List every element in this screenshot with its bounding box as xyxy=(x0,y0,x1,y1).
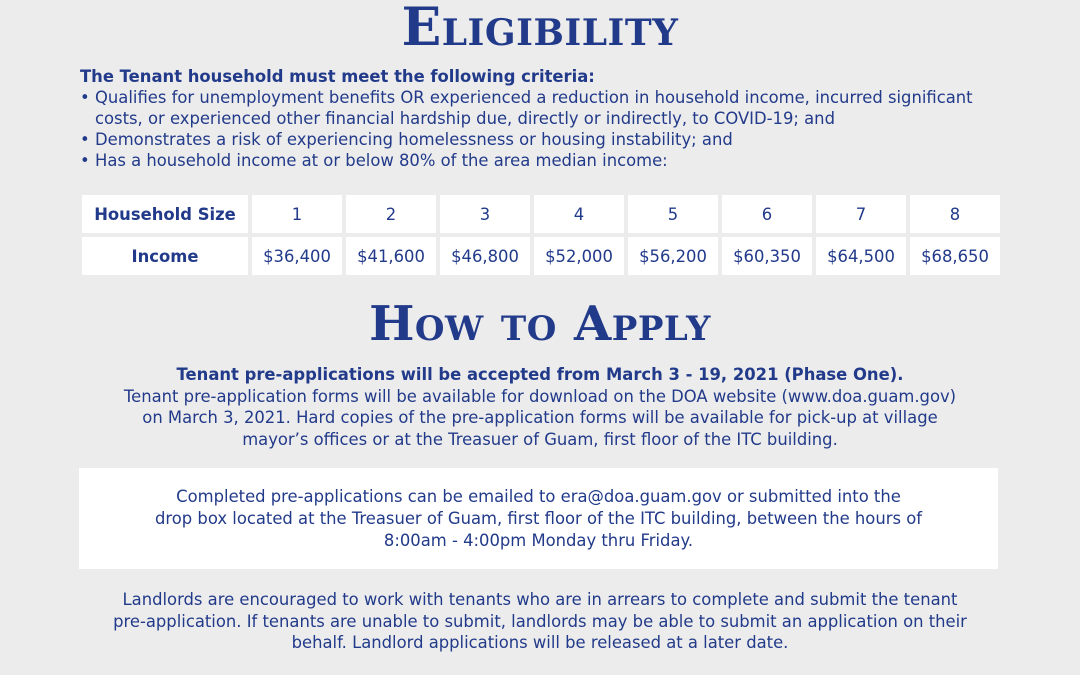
criteria-item-income-limit: • Has a household income at or below 80% of the area median income: xyxy=(80,150,1010,171)
submission-info-line: Completed pre-applications can be emailed to era@doa.guam.gov or submitted into the xyxy=(176,487,901,506)
application-info-line: Tenant pre-application forms will be available for download on the DOA website (www.doa.guam.gov) xyxy=(123,386,957,406)
income-limit-table xyxy=(78,191,1004,279)
household-size-header: Household Size xyxy=(82,195,248,233)
income-cell: $46,800 xyxy=(440,237,530,275)
household-size-cell: 4 xyxy=(534,195,624,233)
income-cell: $68,650 xyxy=(910,237,1000,275)
household-size-cell: 2 xyxy=(346,195,436,233)
income-cell: $60,350 xyxy=(722,237,812,275)
landlord-note-line: pre-application. If tenants are unable to submit, landlords may be able to submit an application on their xyxy=(113,611,967,631)
household-size-cell: 1 xyxy=(252,195,342,233)
application-info-line: mayor’s offices or at the Treasuer of Guam, first floor of the ITC building. xyxy=(242,429,838,449)
landlord-note-line: Landlords are encouraged to work with tenants who are in arrears to complete and submit the tenant xyxy=(122,590,958,609)
household-size-cell: 5 xyxy=(628,195,718,233)
application-period: Tenant pre-applications will be accepted from March 3 - 19, 2021 (Phase One). xyxy=(176,365,904,384)
eligibility-heading: Eligibility xyxy=(401,0,679,58)
criteria-intro: The Tenant household must meet the following criteria: xyxy=(80,67,595,86)
eligibility-criteria xyxy=(80,66,1010,171)
criteria-item-homelessness-risk: • Demonstrates a risk of experiencing homelessness or housing instability; and xyxy=(80,129,1010,150)
landlord-note-line: behalf. Landlord applications will be released at a later date. xyxy=(291,633,789,652)
landlord-note xyxy=(40,589,1040,654)
household-size-cell: 6 xyxy=(722,195,812,233)
income-cell: $56,200 xyxy=(628,237,718,275)
household-size-cell: 8 xyxy=(910,195,1000,233)
income-header: Income xyxy=(82,237,248,275)
income-cell: $36,400 xyxy=(252,237,342,275)
income-row xyxy=(82,237,1000,275)
criteria-list xyxy=(80,87,1010,171)
submission-info-line: 8:00am - 4:00pm Monday thru Friday. xyxy=(383,531,694,550)
household-size-row xyxy=(82,195,1000,233)
application-info xyxy=(40,364,1040,450)
criteria-item-covid-hardship: • Qualifies for unemployment benefits OR experienced a reduction in household income, incurred significant costs, or experienced other financial hardship due, directly or indirectly, to COVID-19; and xyxy=(80,87,1010,129)
application-info-line: on March 3, 2021. Hard copies of the pre-application forms will be available for pick-up at village xyxy=(142,408,938,427)
household-size-cell: 3 xyxy=(440,195,530,233)
submission-info-box xyxy=(79,468,998,569)
submission-info-line: drop box located at the Treasuer of Guam, first floor of the ITC building, between the hours of xyxy=(155,509,922,528)
how-to-apply-heading: How to Apply xyxy=(369,296,711,352)
income-cell: $64,500 xyxy=(816,237,906,275)
income-cell: $52,000 xyxy=(534,237,624,275)
household-size-cell: 7 xyxy=(816,195,906,233)
income-cell: $41,600 xyxy=(346,237,436,275)
